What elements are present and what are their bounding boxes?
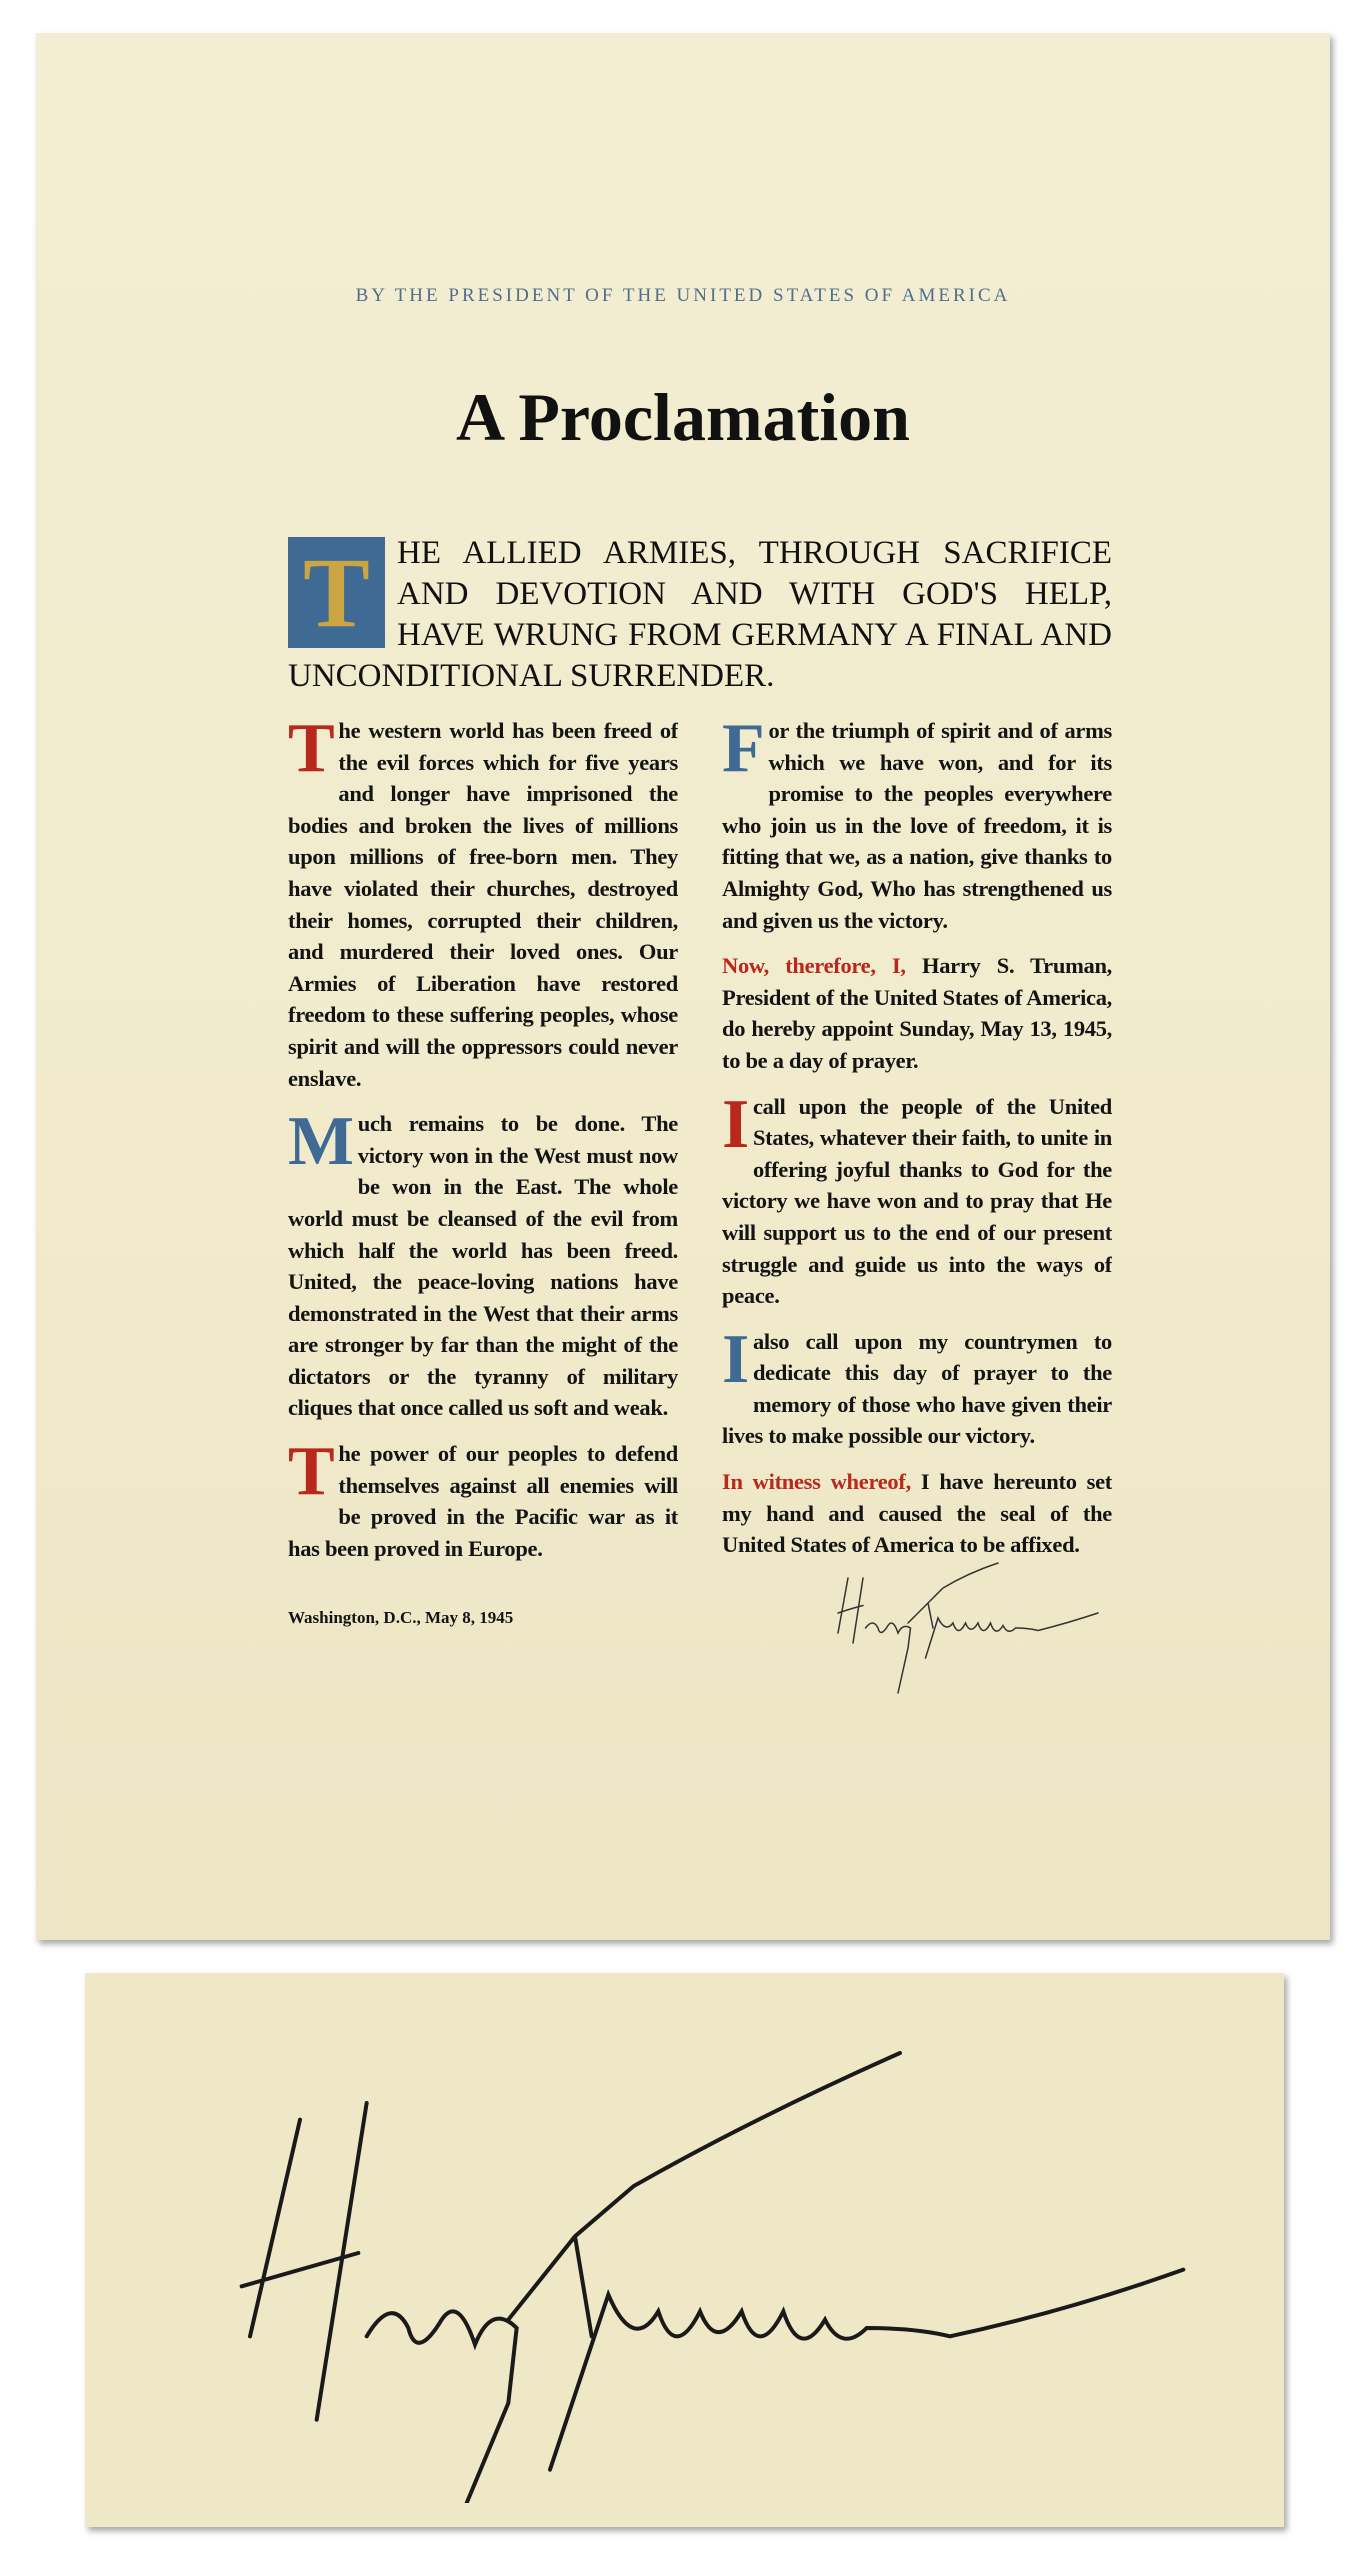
left-column <box>288 715 678 1578</box>
document-footer <box>288 1598 1112 1748</box>
paragraph <box>722 950 1112 1076</box>
lead-in: Now, therefore, I, <box>722 953 906 979</box>
paragraph-text: he western world has been freed of the evil forces which for five years and longer have imprisoned the bodies and broken the lives of millions upon millions of free-born men. They have violated their churches, destroyed their homes, corrupted their children, and murdered their loved ones. Our Armies of Liberation have restored freedom to these suffering peoples, whose spirit and will the oppressors could never enslave. <box>288 718 678 1091</box>
lead-in: In witness whereof, <box>722 1469 911 1495</box>
paragraph <box>722 1091 1112 1312</box>
paragraph <box>722 1466 1112 1561</box>
signature-closeup <box>85 1973 1284 2527</box>
paragraph-text: uch remains to be done. The victory won in the West must now be won in the East. The whole world must be cleansed of the evil from which half the world has been freed. United, the peace-loving nations have demonstrated in the West that their arms are stronger by far than the might of the dictators or the tyranny of military cliques that once called us soft and weak. <box>288 1111 678 1421</box>
drop-cap: M <box>288 1108 354 1181</box>
intro-text: HE ALLIED ARMIES, THROUGH SACRIFICE AND DEVOTION AND WITH GOD'S HELP, HAVE WRUNG FROM GERMANY A FINAL AND UNCONDITIONAL SURRENDER. <box>288 535 1112 694</box>
columns <box>288 715 1112 1578</box>
header-line: BY THE PRESIDENT OF THE UNITED STATES OF AMERICA <box>355 285 1011 306</box>
drop-cap: I <box>722 1090 749 1163</box>
paragraph <box>288 715 678 1094</box>
paragraph-text: he power of our peoples to defend themselves against all enemies will be proved in the Pacific war as it has been proved in Europe. <box>288 1441 678 1561</box>
paragraph <box>722 715 1112 936</box>
drop-cap: T <box>288 1438 335 1511</box>
illuminated-initial: T <box>288 537 385 648</box>
drop-cap: F <box>722 715 765 787</box>
paragraph <box>288 1438 678 1564</box>
paragraph-text: call upon the people of the United States, whatever their faith, to unite in offering joyful thanks to God for the victory we have won and to pray that He will support us to the end of our present struggle and guide us into the ways of peace. <box>722 1093 1112 1309</box>
paragraph-text: also call upon my countrymen to dedicate this day of prayer to the memory of those who have given their lives to make possible our victory. <box>722 1328 1112 1449</box>
signature-small <box>803 1558 1133 1708</box>
date-line: Washington, D.C., May 8, 1945 <box>288 1608 514 1628</box>
paragraph <box>288 1108 678 1424</box>
drop-cap: I <box>722 1325 749 1398</box>
paragraph-text: or the triumph of spirit and of arms which we have won, and for its promise to the peoples everywhere who join us in the love of freedom, it is fitting that we, as a nation, give thanks to Almighty God, Who has strengthened us and given us the victory. <box>722 718 1112 933</box>
signature-large <box>125 2003 1275 2503</box>
right-column <box>722 715 1112 1578</box>
proclamation-document <box>36 33 1330 1940</box>
drop-cap: T <box>288 715 335 787</box>
document-body <box>288 533 1112 1748</box>
paragraph-text: I have hereunto set my hand and caused the seal of the United States of America to be affixed. <box>722 1469 1112 1558</box>
paragraph <box>722 1326 1112 1452</box>
paragraph-text: Harry S. Truman, President of the United States of America, do hereby appoint Sunday, May 13, 1945, to be a day of prayer. <box>722 953 1112 1073</box>
document-title: A Proclamation <box>456 379 910 455</box>
intro-paragraph <box>288 533 1112 697</box>
